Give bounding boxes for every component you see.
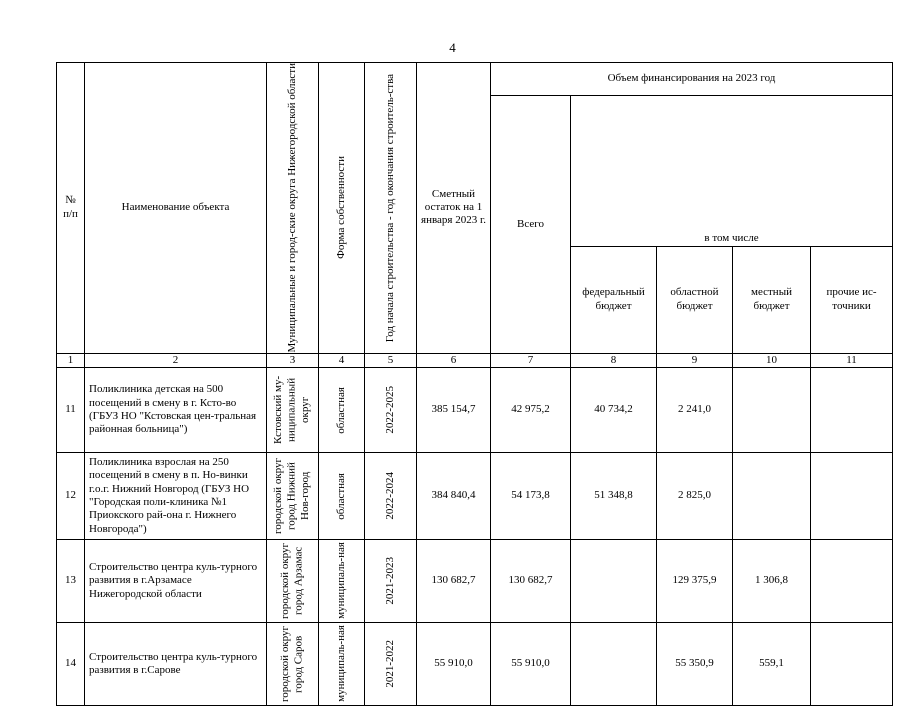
row-remaining: 384 840,4	[417, 452, 491, 539]
row-ownership-text: муниципаль-ная	[334, 542, 347, 620]
row-ownership	[319, 539, 365, 622]
row-remaining: 55 910,0	[417, 622, 491, 705]
row-ownership-text: муниципаль-ная	[334, 625, 347, 703]
header-years-text: Год начала строительства - год окончания строитель-ства	[383, 73, 396, 342]
col-num-1: 1	[57, 353, 85, 367]
row-remaining: 385 154,7	[417, 367, 491, 452]
row-municipality	[267, 367, 319, 452]
row-total: 130 682,7	[491, 539, 571, 622]
row-regional: 2 825,0	[657, 452, 733, 539]
row-municipality-text: городской округ город Арзамас	[279, 542, 305, 619]
row-years	[365, 622, 417, 705]
row-municipality	[267, 622, 319, 705]
col-num-2: 2	[85, 353, 267, 367]
header-local: местный бюджет	[733, 246, 811, 353]
table-row	[57, 539, 893, 622]
header-regional: областной бюджет	[657, 246, 733, 353]
row-regional: 2 241,0	[657, 367, 733, 452]
row-years	[365, 539, 417, 622]
row-ownership	[319, 452, 365, 539]
row-federal	[571, 539, 657, 622]
row-federal	[571, 622, 657, 705]
header-remaining: Сметный остаток на 1 января 2023 г.	[417, 63, 491, 354]
col-num-9: 9	[657, 353, 733, 367]
row-years-text: 2021-2023	[383, 557, 396, 605]
row-regional: 129 375,9	[657, 539, 733, 622]
row-federal: 51 348,8	[571, 452, 657, 539]
row-local	[733, 452, 811, 539]
row-num: 14	[57, 622, 85, 705]
row-federal: 40 734,2	[571, 367, 657, 452]
col-num-6: 6	[417, 353, 491, 367]
row-ownership-text: областная	[334, 472, 347, 520]
header-ownership-text: Форма собственности	[334, 156, 347, 260]
row-other	[811, 452, 893, 539]
row-total: 42 975,2	[491, 367, 571, 452]
table-row	[57, 452, 893, 539]
header-total: Всего	[491, 96, 571, 354]
header-row-1	[57, 63, 893, 96]
row-municipality	[267, 452, 319, 539]
header-municipality-text: Муниципальные и город-ские округа Нижегородской области	[285, 63, 298, 353]
col-num-5: 5	[365, 353, 417, 367]
header-name: Наименование объекта	[85, 63, 267, 354]
row-local: 1 306,8	[733, 539, 811, 622]
page-number: 4	[449, 40, 456, 55]
row-regional: 55 350,9	[657, 622, 733, 705]
col-num-3: 3	[267, 353, 319, 367]
header-federal: федеральный бюджет	[571, 246, 657, 353]
row-years	[365, 452, 417, 539]
header-other: прочие ис-точники	[811, 246, 893, 353]
row-name: Поликлиника детская на 500 посещений в смену в г. Ксто-во (ГБУЗ НО "Кстовская цен-тральная районная больница")	[85, 367, 267, 452]
row-municipality	[267, 539, 319, 622]
header-years	[365, 63, 417, 354]
row-years-text: 2022-2024	[383, 472, 396, 520]
row-local: 559,1	[733, 622, 811, 705]
row-name: Строительство центра куль-турного развития в г.Арзамасе Нижегородской области	[85, 539, 267, 622]
row-municipality-text: Кстовский му-ниципальный округ	[272, 375, 312, 444]
row-total: 54 173,8	[491, 452, 571, 539]
row-years-text: 2021-2022	[383, 640, 396, 688]
row-municipality-text: городской округ город Саров	[279, 625, 305, 702]
header-municipality	[267, 63, 319, 354]
row-other	[811, 367, 893, 452]
column-number-row	[57, 353, 893, 367]
row-other	[811, 622, 893, 705]
row-ownership	[319, 622, 365, 705]
row-ownership-text: областная	[334, 386, 347, 434]
table-row	[57, 367, 893, 452]
row-name: Поликлиника взрослая на 250 посещений в смену в п. Но-винки г.о.г. Нижний Новгород (ГБУЗ НО "Городская поли-клиника №1 Приокского рай-она г. Нижнего Новгорода")	[85, 452, 267, 539]
row-total: 55 910,0	[491, 622, 571, 705]
row-years	[365, 367, 417, 452]
header-including: в том числе	[571, 96, 893, 247]
row-municipality-text: городской округ город Нижний Нов-город	[272, 457, 312, 534]
row-num: 13	[57, 539, 85, 622]
col-num-10: 10	[733, 353, 811, 367]
row-other	[811, 539, 893, 622]
row-ownership	[319, 367, 365, 452]
row-name: Строительство центра куль-турного развития в г.Сарове	[85, 622, 267, 705]
header-ownership	[319, 63, 365, 354]
table-row	[57, 622, 893, 705]
col-num-7: 7	[491, 353, 571, 367]
col-num-11: 11	[811, 353, 893, 367]
col-num-4: 4	[319, 353, 365, 367]
financing-table	[56, 62, 893, 706]
col-num-8: 8	[571, 353, 657, 367]
header-financing: Объем финансирования на 2023 год	[491, 63, 893, 96]
row-remaining: 130 682,7	[417, 539, 491, 622]
row-num: 11	[57, 367, 85, 452]
header-num: № п/п	[57, 63, 85, 354]
row-num: 12	[57, 452, 85, 539]
row-local	[733, 367, 811, 452]
row-years-text: 2022-2025	[383, 386, 396, 434]
